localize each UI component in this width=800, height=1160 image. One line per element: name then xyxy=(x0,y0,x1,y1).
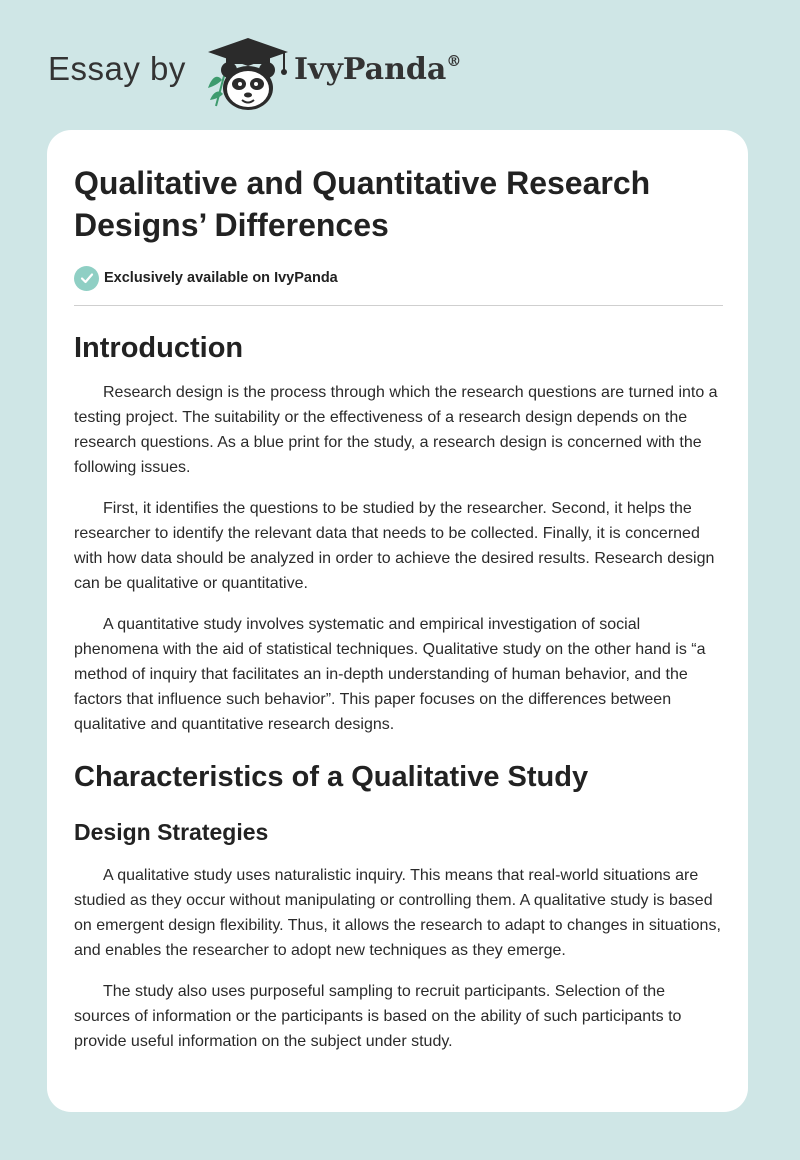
essay-content xyxy=(74,162,723,1054)
intro-paragraph-1: Research design is the process through which the research questions are turned into a testing project. The suitability or the effectiveness of a research design depends on the research questions. As a blue print for the study, a research design is concerned with the following issues. xyxy=(74,384,718,476)
panda-logo-icon[interactable] xyxy=(204,36,292,112)
section-heading-introduction: Introduction xyxy=(74,332,244,364)
site-header xyxy=(48,30,748,110)
essay-by-label: Essay by xyxy=(48,50,186,87)
essay-card xyxy=(47,130,748,1112)
brand-name[interactable]: IvyPanda® xyxy=(294,52,462,87)
section-heading-qualitative: Characteristics of a Qualitative Study xyxy=(74,761,589,793)
qualitative-paragraph-2: The study also uses purposeful sampling to recruit participants. Selection of the sources of information or the participants is based on the ability of such participants to provide useful information on the subject under study. xyxy=(74,983,682,1050)
exclusive-badge xyxy=(74,264,723,292)
subheading-design-strategies: Design Strategies xyxy=(74,819,269,845)
check-circle-icon xyxy=(74,266,99,291)
intro-paragraph-2: First, it identifies the questions to be studied by the researcher. Second, it helps the researcher to identify the relevant data that needs to be collected. Finally, it is concerned with how data should be analyzed in order to achieve the desired results. Research design can be qualitative or quantitative. xyxy=(74,500,715,592)
title-divider xyxy=(74,305,723,306)
intro-paragraph-3: A quantitative study involves systematic and empirical investigation of social phenomena with the aid of statistical techniques. Qualitative study on the other hand is “a method of inquiry that facilitates an in-depth understanding of human behavior, and the factors that influence such behavior”. This paper focuses on the differences between qualitative and quantitative research designs. xyxy=(74,616,706,733)
registered-mark: ® xyxy=(446,52,462,70)
page-title: Qualitative and Quantitative Research Designs’ Differences xyxy=(74,165,651,243)
qualitative-paragraph-1: A qualitative study uses naturalistic inquiry. This means that real-world situations are studied as they occur without manipulating or controlling them. A qualitative study is based on emergent design flexibility. Thus, it allows the research to adapt to changes in situations, and enables the researcher to adopt new techniques as they emerge. xyxy=(74,867,721,959)
exclusive-badge-label: Exclusively available on IvyPanda xyxy=(104,270,338,286)
